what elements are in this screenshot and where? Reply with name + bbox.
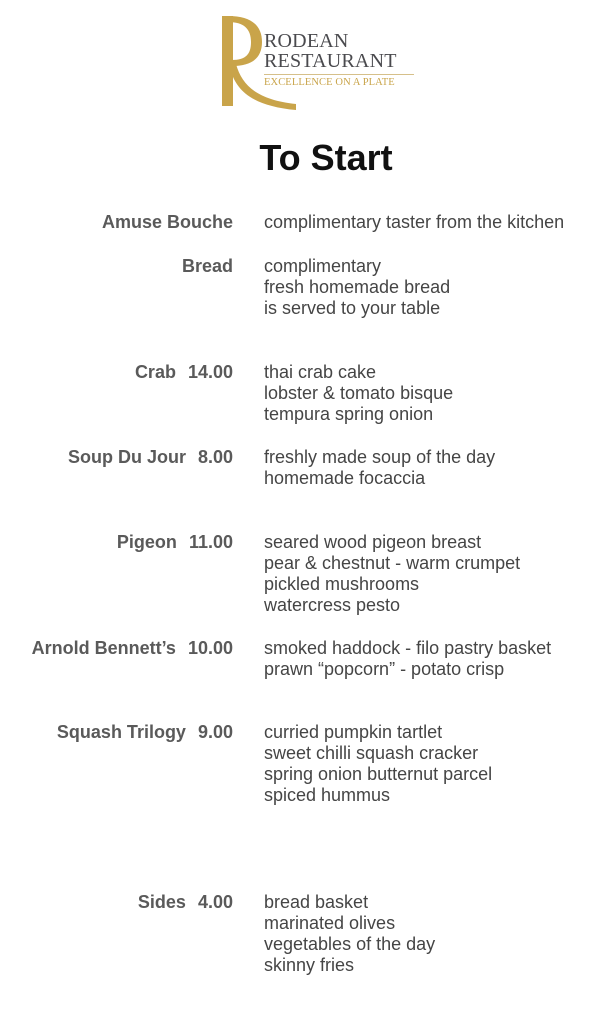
description-line: spring onion butternut parcel [264, 764, 493, 784]
description-line: thai crab cake [264, 362, 377, 382]
restaurant-logo [218, 14, 418, 114]
description-line: lobster & tomato bisque [264, 383, 454, 403]
menu-item-name: Squash Trilogy [56, 722, 186, 742]
description-line: pickled mushrooms [264, 574, 420, 594]
description-line: complimentary [264, 256, 382, 276]
menu-item-label [138, 892, 233, 913]
menu-item-description [264, 638, 551, 680]
menu-item-label [32, 638, 233, 659]
description-line: bread basket [264, 892, 369, 912]
menu-item-description [264, 722, 492, 806]
menu-item-price: 14.00 [187, 362, 233, 382]
menu-item-label [57, 722, 233, 743]
description-line: homemade focaccia [264, 468, 426, 488]
description-line: is served to your table [264, 298, 441, 318]
menu-item-name: Pigeon [116, 532, 177, 552]
menu-item-description [264, 212, 564, 233]
description-line: curried pumpkin tartlet [264, 722, 443, 742]
description-line: vegetables of the day [264, 934, 436, 954]
logo-tagline: EXCELLENCE ON A PLATE [264, 77, 395, 88]
description-line: sweet chilli squash cracker [264, 743, 479, 763]
description-line: smoked haddock - filo pastry basket [264, 638, 552, 658]
menu-item-price: 10.00 [187, 638, 233, 658]
logo-name-line2: RESTAURANT [264, 50, 397, 72]
description-line: watercress pesto [264, 595, 401, 615]
description-line: seared wood pigeon breast [264, 532, 482, 552]
description-line: fresh homemade bread [264, 277, 451, 297]
menu-item-description [264, 447, 495, 489]
menu-item-description [264, 892, 435, 976]
menu-item-price: 9.00 [197, 722, 233, 742]
menu-item-description [264, 532, 520, 616]
description-line: prawn “popcorn” - potato crisp [264, 659, 505, 679]
description-line: freshly made soup of the day [264, 447, 496, 467]
description-line: skinny fries [264, 955, 355, 975]
menu-item-label [182, 256, 233, 277]
menu-item-label [102, 212, 233, 233]
description-line: marinated olives [264, 913, 396, 933]
menu-item-name: Crab [134, 362, 176, 382]
menu-item-description [264, 362, 453, 425]
menu-item-name: Bread [181, 256, 233, 276]
description-line: tempura spring onion [264, 404, 434, 424]
menu-item-description [264, 256, 450, 319]
menu-item-price: 4.00 [197, 892, 233, 912]
menu-item-name: Amuse Bouche [101, 212, 233, 232]
menu-item-name: Soup Du Jour [67, 447, 186, 467]
menu-item-label [117, 532, 233, 553]
logo-wordmark [264, 31, 397, 71]
menu-item-label [135, 362, 233, 383]
menu-item-name: Sides [137, 892, 186, 912]
description-line: spiced hummus [264, 785, 391, 805]
logo-name-line1: RODEAN [264, 30, 349, 52]
menu-item-label [68, 447, 233, 468]
menu-item-price: 8.00 [197, 447, 233, 467]
description-line: pear & chestnut - warm crumpet [264, 553, 521, 573]
menu-item-price: 11.00 [188, 532, 233, 552]
description-line: complimentary taster from the kitchen [264, 212, 565, 232]
logo-divider [264, 74, 414, 75]
section-title: To Start [259, 137, 393, 178]
menu-item-name: Arnold Bennett’s [31, 638, 176, 658]
